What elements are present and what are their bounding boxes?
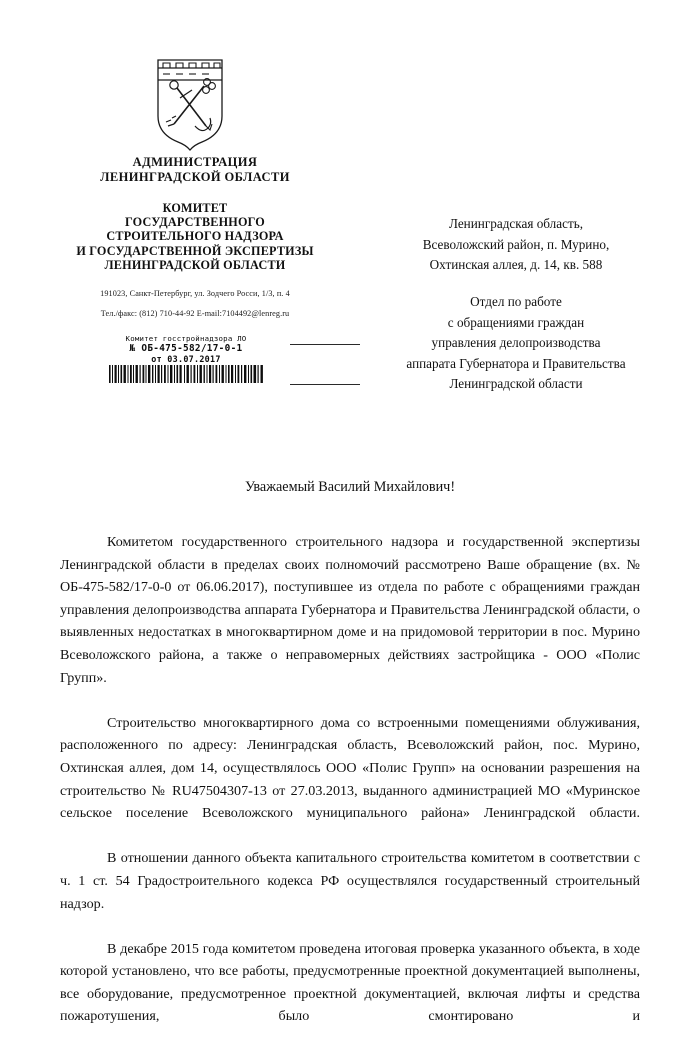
addressee-primary [360,214,672,276]
stamp-number: № ОБ-475-582/17-0-1 [129,343,243,354]
administration-title [30,155,360,184]
addressee-secondary-line-2: с обращениями граждан [447,314,585,330]
stamp-rule-top [290,344,360,345]
committee-line-1: КОМИТЕТ [162,201,228,215]
committee-line-5: ЛЕНИНГРАДСКОЙ ОБЛАСТИ [104,257,286,272]
stamp-organization: Комитет госстройнадзора ЛО [125,334,247,343]
body-paragraph-4: В декабре 2015 года комитетом проведена итоговая проверка указанного объекта, в ходе которой установлено, что все работы, предусмотренные проектной документацией выполнены, все оборудование, предусмотренное проектной документацией, включая лифты и средства пожаротушения, было смонтировано и [60,940,640,1025]
registration-stamp [96,334,276,383]
addressee-secondary [352,292,680,395]
coat-of-arms-icon [150,54,230,152]
committee-line-3: СТРОИТЕЛЬНОГО НАДЗОРА [106,229,284,244]
stamp-rule-bottom [290,384,360,385]
committee-line-4: И ГОСУДАРСТВЕННОЙ ЭКСПЕРТИЗЫ [76,243,314,258]
addressee-primary-line-2: Всеволожский район, п. Мурино, [422,236,610,252]
contact-details: Тел./факс: (812) 710-44-92 E-mail:7104492@lenreg.ru [100,309,290,319]
salutation: Уважаемый Василий Михайлович! [244,479,456,495]
addressee-primary-line-3: Охтинская аллея, д. 14, кв. 588 [429,257,603,272]
addressee-secondary-line-5: Ленинградской области [449,376,583,391]
addressee-secondary-line-3: управления делопроизводства [431,335,601,350]
addressee-primary-line-1: Ленинградская область, [448,216,584,231]
addressee-secondary-line-1: Отдел по работе [470,294,562,309]
committee-line-2: ГОСУДАРСТВЕННОГО [125,215,265,230]
committee-title [30,201,360,272]
addressee-secondary-line-4: аппарата Губернатора и Правительства [406,355,626,371]
body-paragraph-1: Комитетом государственного строительного надзора и государственной экспертизы Ленинградской области в пределах своих полномочий рассмотрено Ваше обращение (вх. № ОБ-475-582/17-0-0 от 06.06.2017), поступившее из отдела по работе с обращениями граждан управления делопроизводства аппарата Губернатора и Правительства Ленинградской области, о выявленных недостатках в многоквартирном доме и на придомовой территории в пос. Мурино Всеволожского района, а также о неправомерных действиях застройщика - ООО «Полис Групп». [60,534,640,686]
letter-body [60,531,640,1051]
letterhead [30,155,360,319]
barcode [109,365,264,383]
body-paragraph-3: В отношении данного объекта капитального строительства комитетом в соответствии с ч. 1 ст. 54 Градостроительного кодекса РФ осуществлялся государственный строительный надзор. [60,850,640,912]
postal-address: 191023, Санкт-Петербург, ул. Зодчего Росси, 1/3, п. 4 [100,289,290,299]
administration-line-2: ЛЕНИНГРАДСКОЙ ОБЛАСТИ [100,169,290,184]
stamp-date: от 03.07.2017 [151,354,221,364]
administration-line-1: АДМИНИСТРАЦИЯ [132,155,258,169]
body-paragraph-2: Строительство многоквартирного дома со встроенными помещениями облуживания, расположенного по адресу: Ленинградская область, Всеволожский район, пос. Мурино, Охтинская аллея, дом 14, осуществлялось ООО «Полис Групп» на основании разрешения на строительство № RU47504307-13 от 27.03.2013, выданного администрацией МО «Муринское сельское поселение Всеволожского муниципального района» Ленинградской области. [60,714,640,822]
